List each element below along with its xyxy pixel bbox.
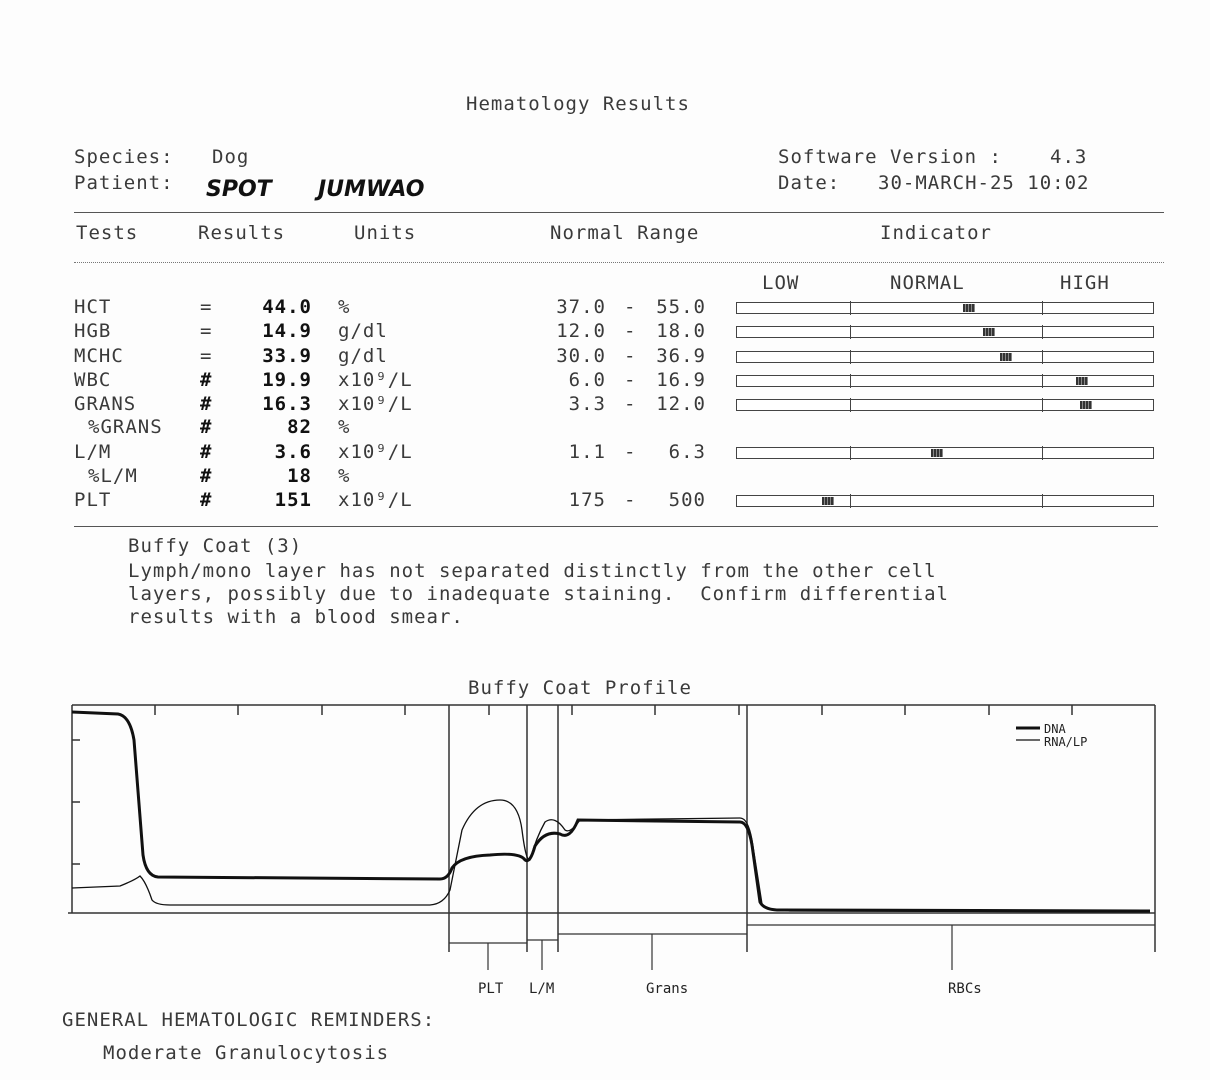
test-name: %L/M: [88, 465, 138, 487]
range-low: 30.0: [556, 345, 606, 367]
range-high: 55.0: [656, 296, 706, 318]
zone-lm-label: L/M: [529, 981, 555, 997]
zone-plt-label: PLT: [478, 981, 504, 997]
patient-label: Patient:: [74, 172, 174, 194]
notes-line: layers, possibly due to inadequate staining. Confirm differential: [128, 583, 949, 605]
col-results: Results: [198, 222, 286, 244]
report-date: 30-MARCH-25 10:02: [878, 172, 1090, 194]
notes-line: results with a blood smear.: [128, 606, 464, 628]
result-value: 151: [274, 489, 312, 511]
indicator-low-label: LOW: [762, 272, 800, 294]
software-label: Software Version :: [778, 146, 1002, 168]
range-high: 36.9: [656, 345, 706, 367]
result-flag: =: [200, 345, 213, 367]
species-label: Species:: [74, 146, 174, 168]
patient-first-name: SPOT: [206, 177, 272, 202]
range-high: 16.9: [656, 369, 706, 391]
result-value: 16.3: [262, 393, 312, 415]
test-name: PLT: [74, 489, 112, 511]
range-low: 175: [568, 489, 606, 511]
legend-dna: DNA: [1044, 722, 1066, 736]
result-unit: %: [338, 296, 351, 318]
result-flag: =: [200, 320, 213, 342]
result-value: 18: [287, 465, 312, 487]
range-low: 37.0: [556, 296, 606, 318]
test-name: MCHC: [74, 345, 124, 367]
range-dash: -: [624, 296, 637, 318]
reminder-item: Moderate Granulocytosis: [103, 1042, 390, 1064]
test-name: HGB: [74, 320, 112, 342]
result-flag: #: [200, 369, 213, 391]
col-tests: Tests: [76, 222, 139, 244]
range-low: 12.0: [556, 320, 606, 342]
test-name: HCT: [74, 296, 112, 318]
col-normal-range: Normal Range: [550, 222, 700, 244]
notes-line: Lymph/mono layer has not separated distinctly from the other cell: [128, 560, 937, 582]
result-unit: x10⁹/L: [338, 489, 413, 511]
zone-rbcs-label: RBCs: [948, 981, 982, 997]
date-label: Date:: [778, 172, 841, 194]
range-dash: -: [624, 441, 637, 463]
indicator-high-label: HIGH: [1060, 272, 1110, 294]
result-flag: #: [200, 416, 213, 438]
zone-grans-label: Grans: [646, 981, 689, 997]
range-low: 3.3: [568, 393, 606, 415]
result-flag: #: [200, 441, 213, 463]
range-low: 1.1: [568, 441, 606, 463]
test-name: L/M: [74, 441, 112, 463]
test-name: %GRANS: [88, 416, 163, 438]
result-unit: g/dl: [338, 320, 388, 342]
result-unit: x10⁹/L: [338, 441, 413, 463]
result-unit: x10⁹/L: [338, 369, 413, 391]
range-high: 12.0: [656, 393, 706, 415]
col-indicator: Indicator: [880, 222, 992, 244]
test-name: GRANS: [74, 393, 137, 415]
result-value: 14.9: [262, 320, 312, 342]
result-flag: #: [200, 393, 213, 415]
species-value: Dog: [212, 146, 250, 168]
result-flag: =: [200, 296, 213, 318]
col-units: Units: [354, 222, 417, 244]
result-value: 82: [287, 416, 312, 438]
range-high: 18.0: [656, 320, 706, 342]
profile-title: Buffy Coat Profile: [468, 677, 692, 699]
reminders-heading: GENERAL HEMATOLOGIC REMINDERS:: [62, 1009, 436, 1031]
range-high: 500: [668, 489, 706, 511]
result-value: 33.9: [262, 345, 312, 367]
result-value: 19.9: [262, 369, 312, 391]
result-value: 3.6: [274, 441, 312, 463]
range-low: 6.0: [568, 369, 606, 391]
result-unit: %: [338, 465, 351, 487]
result-unit: g/dl: [338, 345, 388, 367]
test-name: WBC: [74, 369, 112, 391]
result-flag: #: [200, 465, 213, 487]
legend-rna-lp: RNA/LP: [1044, 735, 1088, 749]
range-dash: -: [624, 369, 637, 391]
result-flag: #: [200, 489, 213, 511]
result-unit: %: [338, 416, 351, 438]
software-version: 4.3: [1050, 146, 1088, 168]
range-dash: -: [624, 345, 637, 367]
notes-heading: Buffy Coat (3): [128, 535, 303, 557]
report-title: Hematology Results: [466, 93, 690, 115]
range-high: 6.3: [668, 441, 706, 463]
result-value: 44.0: [262, 296, 312, 318]
result-unit: x10⁹/L: [338, 393, 413, 415]
range-dash: -: [624, 393, 637, 415]
range-dash: -: [624, 320, 637, 342]
range-dash: -: [624, 489, 637, 511]
patient-last-name: JUMWAO: [318, 177, 425, 202]
indicator-normal-label: NORMAL: [890, 272, 965, 294]
